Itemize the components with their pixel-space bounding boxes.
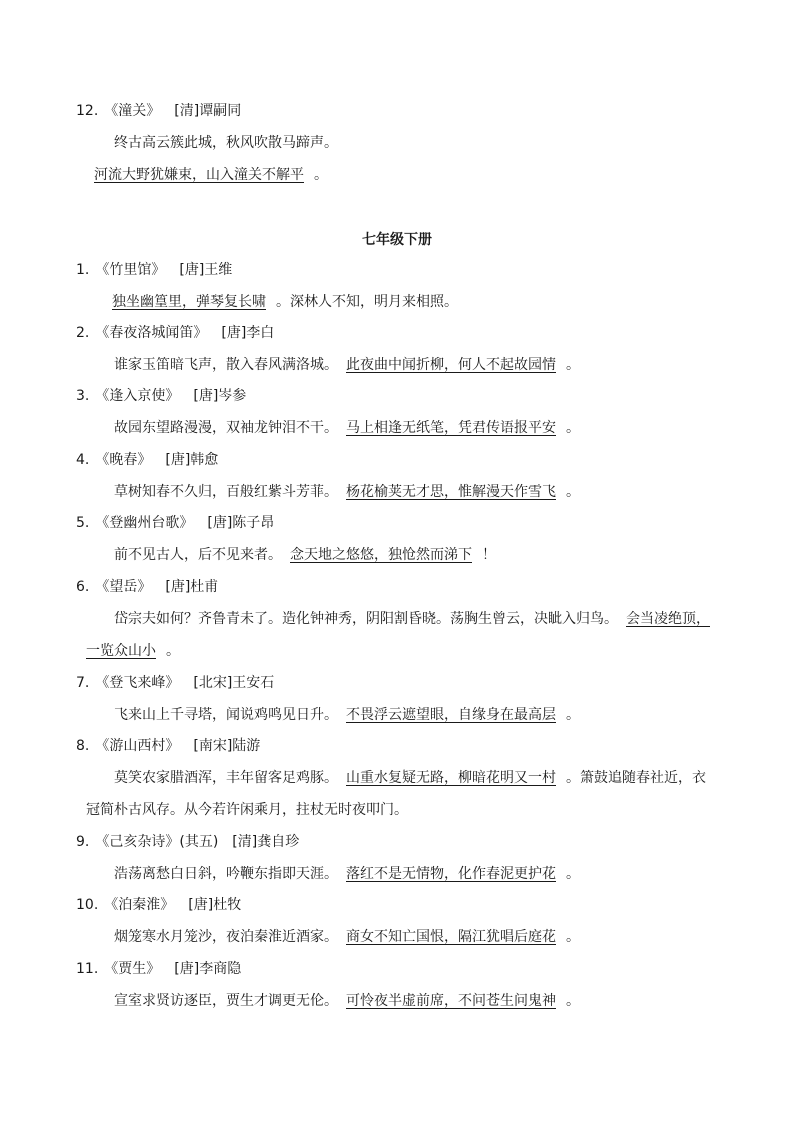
- answer-blank: 会当凌绝顶，: [626, 611, 710, 627]
- poem-author: [唐]杜甫: [165, 579, 219, 595]
- poem-author: [唐]岑参: [193, 388, 247, 404]
- poem-number: 5.: [76, 515, 90, 531]
- answer-blank: 念天地之悠悠，独怆然而涕下: [290, 547, 472, 563]
- poem-text: 宣室求贤访逐臣，贾生才调更无伦。: [114, 993, 338, 1009]
- poem-heading: [76, 386, 246, 406]
- poem-text: 。: [566, 707, 580, 723]
- poem-line: [104, 292, 458, 312]
- poem-number: 12.: [76, 103, 99, 119]
- poem-text: 浩荡离愁白日斜，吟鞭东指即天涯。: [114, 866, 338, 882]
- poem-line: [114, 545, 496, 565]
- poem-heading: [76, 513, 274, 533]
- poem-line: [114, 355, 580, 375]
- poem-title: 《贾生》: [104, 961, 161, 977]
- answer-blank: 马上相逢无纸笔，凭君传语报平安: [346, 420, 556, 436]
- poem-heading: [76, 260, 232, 280]
- poem-heading: [76, 323, 274, 343]
- poem-author: [唐]韩愈: [165, 452, 219, 468]
- poem-title: 《逢入京使》: [95, 388, 180, 404]
- poem-text: 岱宗夫如何？齐鲁青未了。造化钟神秀，阴阳割昏晓。荡胸生曾云，决眦入归鸟。: [114, 611, 618, 627]
- poem-title: 《游山西村》: [95, 738, 180, 754]
- poem-author: [南宋]陆游: [193, 738, 261, 754]
- poem-line: [114, 482, 580, 502]
- poem-author: [清]龚自珍: [232, 834, 300, 850]
- poem-line: [114, 133, 338, 153]
- poem-title: 《春夜洛城闻笛》: [95, 325, 208, 341]
- poem-text: 。深林人不知，明月来相照。: [276, 294, 458, 310]
- poem-number: 4.: [76, 452, 90, 468]
- poem-number: 6.: [76, 579, 90, 595]
- poem-text: 终古高云簇此城，秋风吹散马蹄声。: [114, 135, 338, 151]
- poem-line: [114, 609, 720, 629]
- poem-author: [唐]李白: [221, 325, 275, 341]
- poem-number: 8.: [76, 738, 90, 754]
- poem-text: 冠简朴古风存。从今若许闲乘月，拄杖无时夜叩门。: [86, 802, 408, 818]
- poem-text: 烟笼寒水月笼沙，夜泊秦淮近酒家。: [114, 929, 338, 945]
- poem-line-continued: [86, 641, 180, 661]
- poem-heading: [76, 959, 241, 979]
- poem-line: [114, 705, 580, 725]
- poem-title: 《登飞来峰》: [95, 675, 180, 691]
- poem-author: [唐]李商隐: [174, 961, 242, 977]
- section-title: 七年级下册: [362, 232, 432, 248]
- poem-heading: [76, 895, 241, 915]
- poem-text: 。: [566, 484, 580, 500]
- poem-title: 《望岳》: [95, 579, 152, 595]
- poem-number: 11.: [76, 961, 99, 977]
- poem-heading: [76, 736, 260, 756]
- answer-blank: 商女不知亡国恨，隔江犹唱后庭花: [346, 929, 556, 945]
- poem-heading: [76, 450, 218, 470]
- poem-line: [114, 927, 580, 947]
- poem-heading: [76, 577, 218, 597]
- poem-title: 《己亥杂诗》(其五): [95, 834, 219, 850]
- poem-number: 10.: [76, 897, 99, 913]
- poem-text: 。: [566, 866, 580, 882]
- poem-text: ！: [482, 547, 496, 563]
- poem-text: 。: [566, 357, 580, 373]
- poem-number: 2.: [76, 325, 90, 341]
- poem-title: 《泊秦淮》: [104, 897, 175, 913]
- poem-line: [114, 864, 580, 884]
- poem-text: 草树知春不久归，百般红紫斗芳菲。: [114, 484, 338, 500]
- answer-blank: 独坐幽篁里，弹琴复长啸: [112, 294, 266, 310]
- poem-title: 《潼关》: [104, 103, 161, 119]
- answer-blank: 此夜曲中闻折柳，何人不起故园情: [346, 357, 556, 373]
- poem-text: 前不见古人，后不见来者。: [114, 547, 282, 563]
- poem-text: 莫笑农家腊酒浑，丰年留客足鸡豚。: [114, 770, 338, 786]
- poem-line: [114, 991, 580, 1011]
- poem-line: [114, 768, 706, 788]
- poem-text: 。: [566, 993, 580, 1009]
- poem-author: [唐]陈子昂: [207, 515, 275, 531]
- poem-heading: [76, 832, 299, 852]
- poem-text: 。箫鼓追随春社近，衣: [566, 770, 706, 786]
- poem-text: 。: [166, 643, 180, 659]
- poem-number: 9.: [76, 834, 90, 850]
- poem-author: [北宋]王安石: [193, 675, 275, 691]
- poem-number: 1.: [76, 262, 90, 278]
- poem-author: [唐]王维: [179, 262, 233, 278]
- poem-title: 《登幽州台歌》: [95, 515, 194, 531]
- answer-blank: 落红不是无情物，化作春泥更护花: [346, 866, 556, 882]
- answer-blank: 山重水复疑无路，柳暗花明又一村: [346, 770, 556, 786]
- poem-text: 飞来山上千寻塔，闻说鸡鸣见日升。: [114, 707, 338, 723]
- poem-text: 。: [566, 420, 580, 436]
- poem-title: 《竹里馆》: [95, 262, 166, 278]
- poem-text: 谁家玉笛暗飞声，散入春风满洛城。: [114, 357, 338, 373]
- poem-line: [114, 418, 580, 438]
- poem-number: 7.: [76, 675, 90, 691]
- poem-heading: [76, 101, 241, 121]
- poem-title: 《晚春》: [95, 452, 152, 468]
- poem-number: 3.: [76, 388, 90, 404]
- poem-text: 故园东望路漫漫，双袖龙钟泪不干。: [114, 420, 338, 436]
- poem-line-continued: [86, 800, 408, 820]
- poem-author: [唐]杜牧: [188, 897, 242, 913]
- poem-answer-line: [86, 165, 328, 185]
- poem-heading: [76, 673, 274, 693]
- poem-text: 。: [566, 929, 580, 945]
- answer-blank: 河流大野犹嫌束，山入潼关不解平: [94, 167, 304, 183]
- poem-text: 。: [314, 167, 328, 183]
- answer-blank: 可怜夜半虚前席，不问苍生问鬼神: [346, 993, 556, 1009]
- answer-blank: 杨花榆荚无才思，惟解漫天作雪飞: [346, 484, 556, 500]
- answer-blank: 不畏浮云遮望眼，自缘身在最高层: [346, 707, 556, 723]
- poem-author: [清]谭嗣同: [174, 103, 242, 119]
- answer-blank: 一览众山小: [86, 643, 156, 659]
